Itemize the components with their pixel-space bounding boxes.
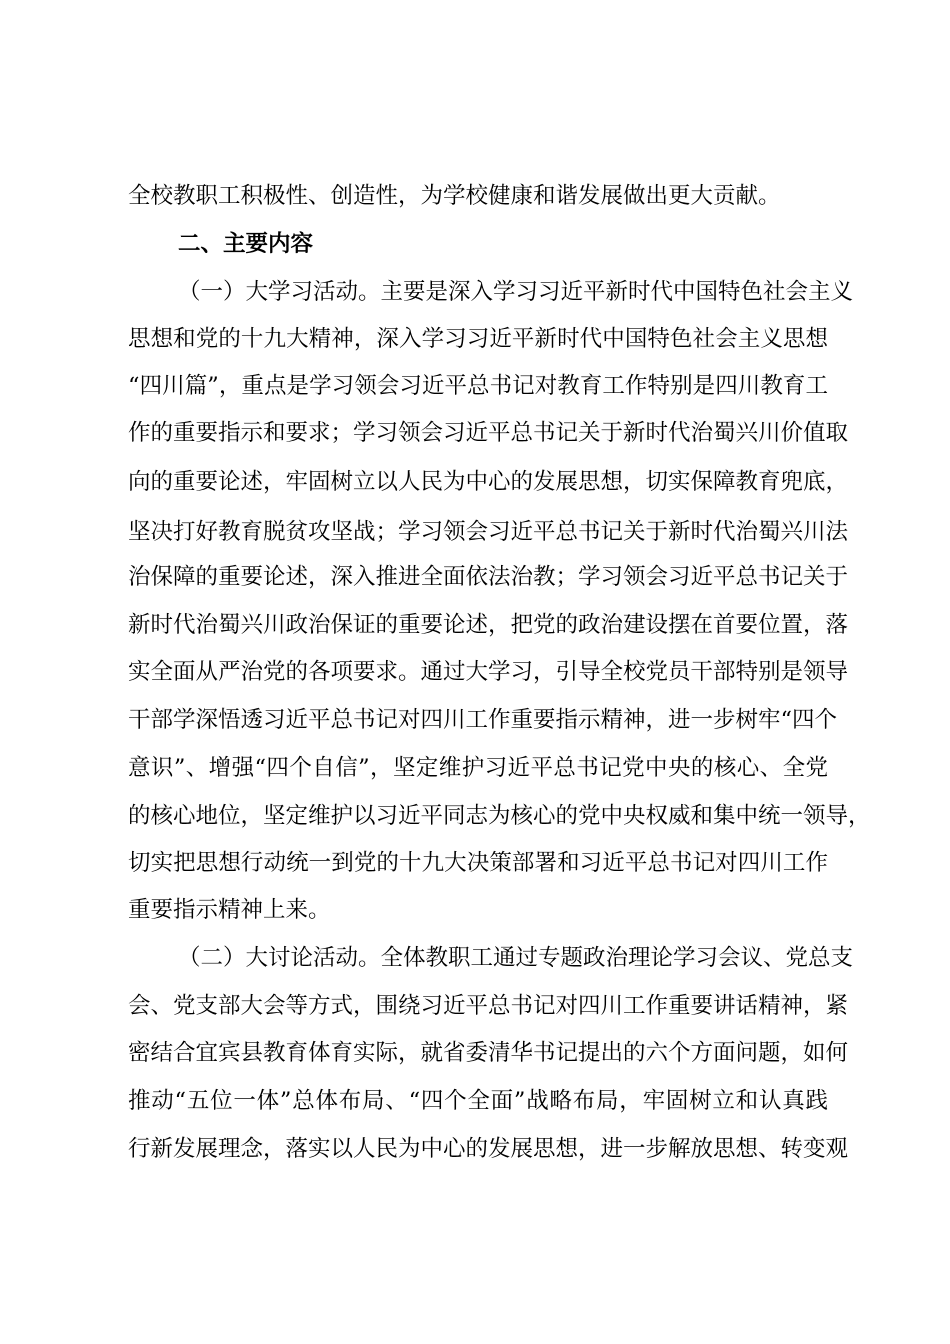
paragraph-line: 治保障的重要论述，深入推进全面依法治教；学习领会习近平总书记关于 <box>128 564 849 590</box>
paragraph-line: （二）大讨论活动。全体教职工通过专题政治理论学习会议、党总支 <box>178 945 854 971</box>
section-heading: 二、主要内容 <box>178 231 314 257</box>
paragraph-line: 实全面从严治党的各项要求。通过大学习，引导全校党员干部特别是领导 <box>128 659 849 685</box>
paragraph-line: “四川篇”，重点是学习领会习近平总书记对教育工作特别是四川教育工 <box>128 373 828 399</box>
paragraph-line: 作的重要指示和要求；学习领会习近平总书记关于新时代治蜀兴川价值取 <box>128 420 849 446</box>
paragraph-line: 坚决打好教育脱贫攻坚战；学习领会习近平总书记关于新时代治蜀兴川法 <box>128 519 849 545</box>
opening-line: 全校教职工积极性、创造性，为学校健康和谐发展做出更大贡献。 <box>128 183 781 209</box>
paragraph-line: 行新发展理念，落实以人民为中心的发展思想，进一步解放思想、转变观 <box>128 1136 849 1162</box>
paragraph-line: 密结合宜宾县教育体育实际，就省委清华书记提出的六个方面问题，如何 <box>128 1040 849 1066</box>
paragraph-line: 干部学深悟透习近平总书记对四川工作重要指示精神，进一步树牢“四个 <box>128 707 838 733</box>
paragraph-line: 意识”、增强“四个自信”，坚定维护习近平总书记党中央的核心、全党 <box>128 755 828 781</box>
paragraph-line: 向的重要论述，牢固树立以人民为中心的发展思想，切实保障教育兜底， <box>128 469 849 495</box>
paragraph-line: 思想和党的十九大精神，深入学习习近平新时代中国特色社会主义思想 <box>128 326 828 352</box>
paragraph-line: 的核心地位，坚定维护以习近平同志为核心的党中央权威和集中统一领导， <box>128 803 871 829</box>
paragraph-line: 会、党支部大会等方式，围绕习近平总书记对四川工作重要讲话精神，紧 <box>128 993 849 1019</box>
paragraph-line: 推动“五位一体”总体布局、“四个全面”战略布局，牢固树立和认真践 <box>128 1088 828 1114</box>
paragraph-line: 重要指示精神上来。 <box>128 897 331 923</box>
paragraph-line: 切实把思想行动统一到党的十九大决策部署和习近平总书记对四川工作 <box>128 850 828 876</box>
paragraph-line: （一）大学习活动。主要是深入学习习近平新时代中国特色社会主义 <box>178 279 854 305</box>
paragraph-line: 新时代治蜀兴川政治保证的重要论述，把党的政治建设摆在首要位置，落 <box>128 612 849 638</box>
